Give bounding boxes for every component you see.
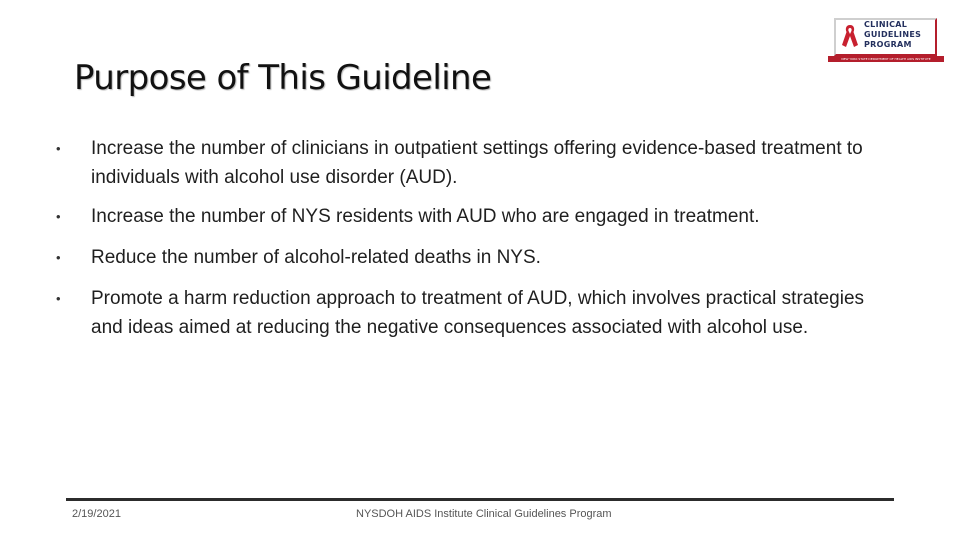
bullet-item [56,134,886,192]
bullet-text: Promote a harm reduction approach to treatment of AUD, which involves practical strategies and ideas aimed at reducing the negative consequences associated with alcohol use. [91,288,865,338]
bullet-item [56,202,760,231]
bullet-marker: • [56,141,61,156]
bullet-marker: • [56,209,61,224]
footer-date: 2/19/2021 [72,508,121,520]
footer-text: NYSDOH AIDS Institute Clinical Guidelines Program [356,508,612,520]
bullet-text: Increase the number of NYS residents with AUD who are engaged in treatment. [91,206,760,227]
bullet-text: Increase the number of clinicians in outpatient settings offering evidence-based treatment to individuals with alcohol use disorder (AUD). [91,138,863,188]
footer-divider [66,498,894,501]
bullet-item [56,243,541,272]
bullet-marker: • [56,291,61,306]
bullet-text: Reduce the number of alcohol-related deaths in NYS. [91,247,541,268]
logo-line-3: PROGRAM [864,40,912,49]
logo-line-1: CLINICAL [864,20,908,29]
bullet-marker: • [56,250,61,265]
logo-wordmark [864,20,921,50]
page-title: Purpose of This Guideline [74,58,492,98]
clinical-guidelines-logo [826,18,946,64]
logo-strip: NEW YORK STATE DEPARTMENT OF HEALTH AIDS INSTITUTE [828,56,944,62]
logo-line-2: GUIDELINES [864,30,922,39]
bullet-item [56,284,886,342]
red-ribbon-icon [839,23,861,49]
